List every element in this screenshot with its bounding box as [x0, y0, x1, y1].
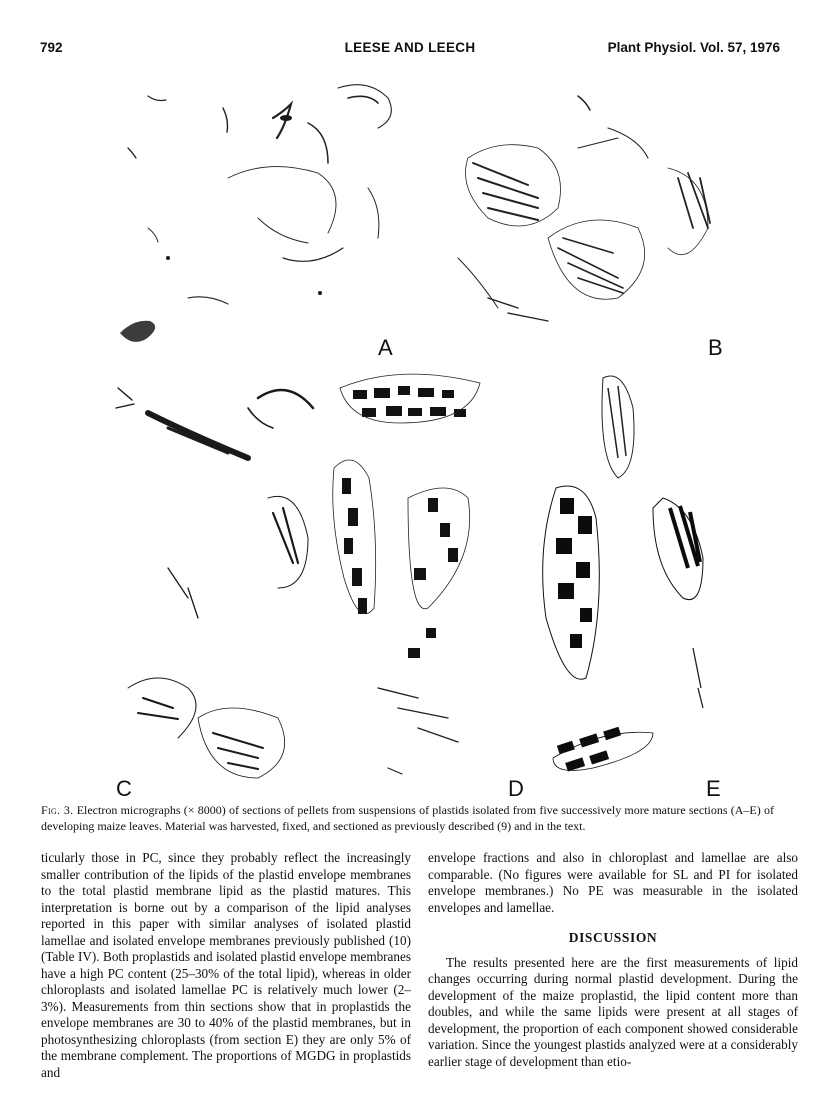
- micrograph-figure: [108, 68, 748, 804]
- panel-d-image: [342, 386, 466, 658]
- panel-a-dense-particles: [120, 115, 322, 342]
- page-number: 792: [40, 40, 63, 55]
- panel-label-a: A: [378, 335, 393, 360]
- running-authors: LEESE AND LEECH: [344, 40, 476, 55]
- panel-label-d: D: [508, 776, 524, 801]
- left-column-paragraph: ticularly those in PC, since they probably reflect the increasingly smaller contribution of the lipids of the plastid envelope membranes to the total plastid membrane lipid as the plastid matures. This interpretation is borne out by a comparison of the lipid analyses reported in this paper with similar analyses of isolated plastid lamellae and isolated envelope membranes previously published (10) (Table IV). Both proplastids and isolated plastid envelope membranes have a high PC content (25–30% of the total lipid), whereas in older chloroplasts and isolated lamellae PC is relatively much lower (2–3%). Measurements from thin sections show that in proplastids the envelope membranes are 30 to 40% of the plastid membranes, but in photosynthesizing chloroplasts (from section E) they are only 5% of the membrane complement. The proportions of MGDG in proplastids and: [41, 850, 411, 1080]
- right-column-paragraph-1: envelope fractions and also in chloroplast and lamellae are also comparable. (No figures were available for SL and PI for isolated envelope membranes.) No PE was measurable in the isolated envelopes and lamellae.: [428, 850, 798, 915]
- section-heading-discussion: DISCUSSION: [568, 930, 658, 945]
- running-header: [40, 40, 780, 62]
- left-text-column: [41, 850, 411, 1081]
- panel-a-image: [128, 85, 391, 304]
- right-text-column: [428, 850, 798, 1070]
- figure-caption-label: Fig. 3.: [41, 803, 74, 817]
- journal-citation: Plant Physiol. Vol. 57, 1976: [607, 40, 780, 55]
- panel-b-image: [458, 96, 710, 321]
- figure-caption: [41, 802, 774, 834]
- panel-e-image: [543, 376, 703, 772]
- micrograph-panels: [108, 68, 748, 804]
- panel-label-c: C: [116, 776, 132, 801]
- panel-c-image: [116, 388, 313, 778]
- panel-label-b: B: [708, 335, 723, 360]
- figure-caption-text: Electron micrographs (× 8000) of sections of pellets from suspensions of plastids isolated from five successively more mature sections (A–E) of developing maize leaves. Material was harvested, fixed, and sectioned as previously described (9) and in the text.: [41, 803, 774, 833]
- panel-label-e: E: [706, 776, 721, 801]
- right-column-paragraph-2: The results presented here are the first measurements of lipid changes occurring during normal plastid development. During the development of the maize proplastid, the lipid content more than doubles, and while the same lipids were present at all stages of development, the proportion of each component showed considerable variation. Since the youngest plastids analyzed were at a considerably earlier stage of development than etio-: [428, 954, 798, 1069]
